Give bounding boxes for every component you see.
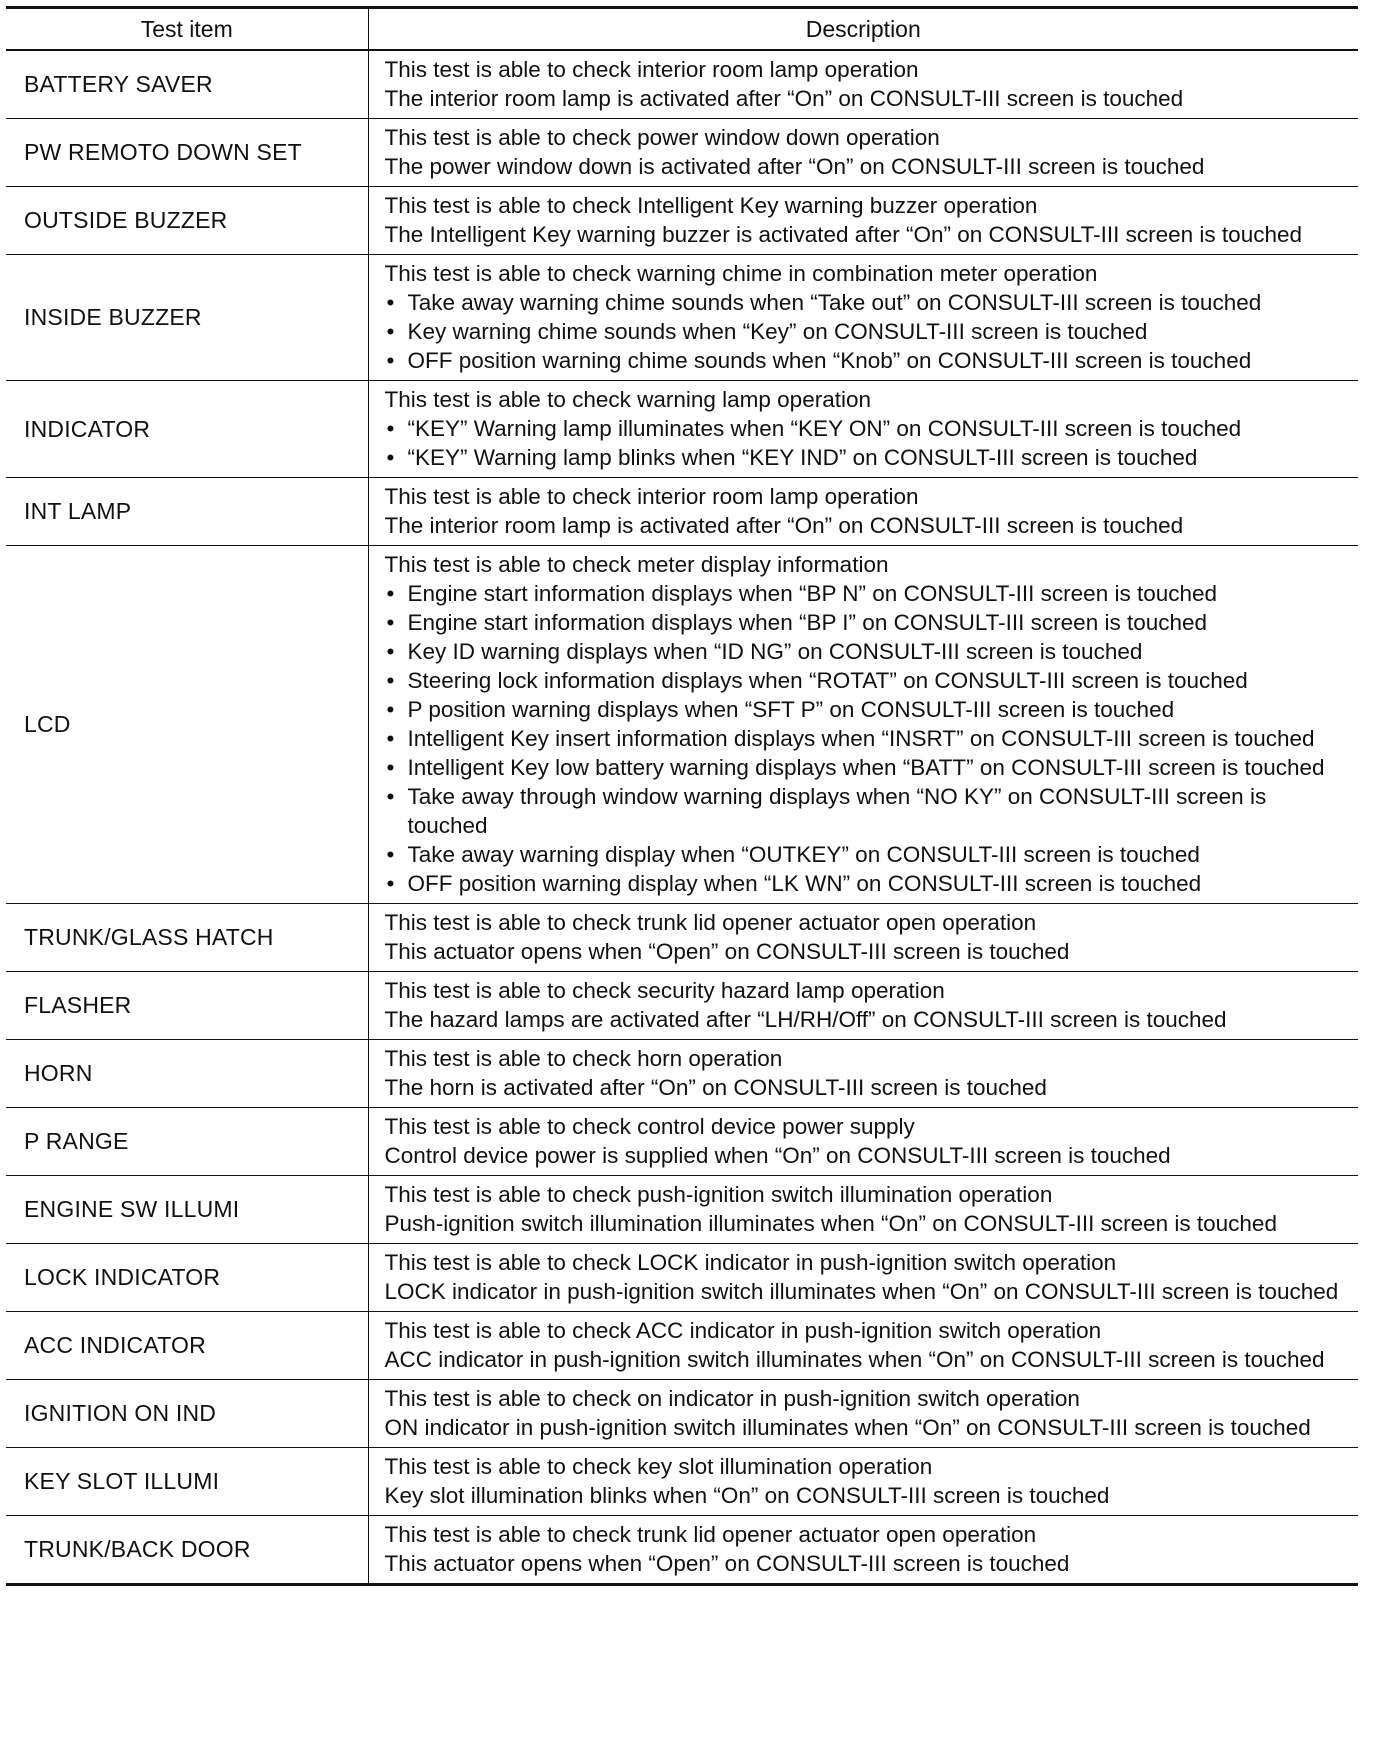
description-bullet: • Engine start information displays when “BP I” on CONSULT-III screen is touched	[385, 608, 1353, 637]
description-line: This test is able to check LOCK indicator in push-ignition switch operation	[384, 1250, 1117, 1275]
description-line: This test is able to check meter display information	[384, 552, 889, 577]
description-line: This test is able to check key slot illumination operation	[384, 1454, 933, 1479]
test-item-cell: TRUNK/BACK DOOR	[6, 1516, 368, 1585]
table-row	[6, 255, 1358, 381]
description-cell	[368, 1516, 1358, 1585]
description-line: The interior room lamp is activated after “On” on CONSULT-III screen is touched	[384, 86, 1184, 111]
description-line: The hazard lamps are activated after “LH/RH/Off” on CONSULT-III screen is touched	[384, 1007, 1227, 1032]
description-line: ON indicator in push-ignition switch illuminates when “On” on CONSULT-III screen is touched	[384, 1415, 1311, 1440]
description-line: The horn is activated after “On” on CONSULT-III screen is touched	[384, 1075, 1047, 1100]
test-item-cell: INSIDE BUZZER	[6, 255, 368, 381]
test-item-cell: P RANGE	[6, 1108, 368, 1176]
description-line: This test is able to check horn operation	[384, 1046, 783, 1071]
description-cell	[368, 1244, 1358, 1312]
test-item-cell: TRUNK/GLASS HATCH	[6, 904, 368, 972]
description-line: This test is able to check push-ignition switch illumination operation	[384, 1182, 1053, 1207]
description-cell	[368, 546, 1358, 904]
table-row	[6, 1448, 1358, 1516]
test-item-cell: LOCK INDICATOR	[6, 1244, 368, 1312]
table-row	[6, 50, 1358, 119]
description-line: This test is able to check ACC indicator in push-ignition switch operation	[384, 1318, 1102, 1343]
description-bullet: • Take away warning chime sounds when “Take out” on CONSULT-III screen is touched	[385, 288, 1353, 317]
test-item-cell: INDICATOR	[6, 381, 368, 478]
table-row	[6, 1312, 1358, 1380]
test-item-cell: HORN	[6, 1040, 368, 1108]
test-item-cell: FLASHER	[6, 972, 368, 1040]
header-test-item: Test item	[6, 8, 368, 51]
description-cell	[368, 972, 1358, 1040]
description-cell	[368, 904, 1358, 972]
table-header-row	[6, 8, 1358, 51]
description-line: This test is able to check interior room lamp operation	[384, 57, 919, 82]
description-bullet: • Key ID warning displays when “ID NG” on CONSULT-III screen is touched	[385, 637, 1353, 666]
description-bullet: • OFF position warning display when “LK WN” on CONSULT-III screen is touched	[385, 869, 1353, 898]
description-line: This test is able to check Intelligent Key warning buzzer operation	[384, 193, 1038, 218]
description-line: The interior room lamp is activated after “On” on CONSULT-III screen is touched	[384, 513, 1184, 538]
table-row	[6, 187, 1358, 255]
description-line: Push-ignition switch illumination illuminates when “On” on CONSULT-III screen is touched	[384, 1211, 1277, 1236]
description-line: The Intelligent Key warning buzzer is activated after “On” on CONSULT-III screen is touched	[384, 222, 1303, 247]
description-line: This test is able to check warning chime in combination meter operation	[384, 261, 1098, 286]
test-item-cell: INT LAMP	[6, 478, 368, 546]
description-bullet: • Intelligent Key low battery warning displays when “BATT” on CONSULT-III screen is touched	[385, 753, 1353, 782]
description-line: This test is able to check warning lamp operation	[384, 387, 871, 412]
description-line: This test is able to check on indicator in push-ignition switch operation	[384, 1386, 1080, 1411]
description-cell	[368, 187, 1358, 255]
description-bullet: • Take away through window warning displays when “NO KY” on CONSULT-III screen is touched	[385, 782, 1353, 840]
test-item-cell: IGNITION ON IND	[6, 1380, 368, 1448]
description-cell	[368, 1108, 1358, 1176]
test-item-cell: KEY SLOT ILLUMI	[6, 1448, 368, 1516]
test-item-cell: ENGINE SW ILLUMI	[6, 1176, 368, 1244]
description-cell	[368, 1312, 1358, 1380]
table-row	[6, 1040, 1358, 1108]
description-cell	[368, 1040, 1358, 1108]
active-test-table	[6, 6, 1358, 1586]
description-line: Control device power is supplied when “On” on CONSULT-III screen is touched	[384, 1143, 1171, 1168]
table-row	[6, 119, 1358, 187]
description-line: This test is able to check trunk lid opener actuator open operation	[384, 1522, 1037, 1547]
description-line: ACC indicator in push-ignition switch illuminates when “On” on CONSULT-III screen is touched	[384, 1347, 1325, 1372]
description-line: LOCK indicator in push-ignition switch illuminates when “On” on CONSULT-III screen is touched	[384, 1279, 1339, 1304]
table-row	[6, 546, 1358, 904]
description-line: This test is able to check interior room lamp operation	[384, 484, 919, 509]
test-item-cell: ACC INDICATOR	[6, 1312, 368, 1380]
description-bullet: • “KEY” Warning lamp illuminates when “KEY ON” on CONSULT-III screen is touched	[385, 414, 1353, 443]
description-cell	[368, 1448, 1358, 1516]
description-line: Key slot illumination blinks when “On” on CONSULT-III screen is touched	[384, 1483, 1110, 1508]
description-line: This test is able to check control device power supply	[384, 1114, 915, 1139]
header-description: Description	[368, 8, 1358, 51]
table-row	[6, 972, 1358, 1040]
table-row	[6, 904, 1358, 972]
table-row	[6, 1176, 1358, 1244]
description-line: This test is able to check trunk lid opener actuator open operation	[384, 910, 1037, 935]
description-line: The power window down is activated after “On” on CONSULT-III screen is touched	[384, 154, 1205, 179]
description-line: This test is able to check power window down operation	[384, 125, 940, 150]
test-item-cell: BATTERY SAVER	[6, 50, 368, 119]
description-cell	[368, 1380, 1358, 1448]
description-cell	[368, 1176, 1358, 1244]
table-row	[6, 1516, 1358, 1585]
description-bullet: • Key warning chime sounds when “Key” on CONSULT-III screen is touched	[385, 317, 1353, 346]
description-cell	[368, 119, 1358, 187]
document-page	[6, 6, 1358, 1586]
description-cell	[368, 381, 1358, 478]
description-line: This actuator opens when “Open” on CONSULT-III screen is touched	[384, 939, 1070, 964]
description-cell	[368, 478, 1358, 546]
table-row	[6, 381, 1358, 478]
description-bullet: • Take away warning display when “OUTKEY” on CONSULT-III screen is touched	[385, 840, 1353, 869]
description-line: This test is able to check security hazard lamp operation	[384, 978, 945, 1003]
test-item-cell: PW REMOTO DOWN SET	[6, 119, 368, 187]
description-cell	[368, 255, 1358, 381]
description-bullet: • P position warning displays when “SFT P” on CONSULT-III screen is touched	[385, 695, 1353, 724]
table-row	[6, 1108, 1358, 1176]
test-item-cell: LCD	[6, 546, 368, 904]
description-bullet: • Steering lock information displays when “ROTAT” on CONSULT-III screen is touched	[385, 666, 1353, 695]
table-row	[6, 1244, 1358, 1312]
description-bullet: • Engine start information displays when “BP N” on CONSULT-III screen is touched	[385, 579, 1353, 608]
description-bullet: • OFF position warning chime sounds when “Knob” on CONSULT-III screen is touched	[385, 346, 1353, 375]
description-cell	[368, 50, 1358, 119]
description-line: This actuator opens when “Open” on CONSULT-III screen is touched	[384, 1551, 1070, 1576]
table-row	[6, 1380, 1358, 1448]
test-item-cell: OUTSIDE BUZZER	[6, 187, 368, 255]
description-bullet: • “KEY” Warning lamp blinks when “KEY IND” on CONSULT-III screen is touched	[385, 443, 1353, 472]
description-bullet: • Intelligent Key insert information displays when “INSRT” on CONSULT-III screen is touched	[385, 724, 1353, 753]
table-row	[6, 478, 1358, 546]
